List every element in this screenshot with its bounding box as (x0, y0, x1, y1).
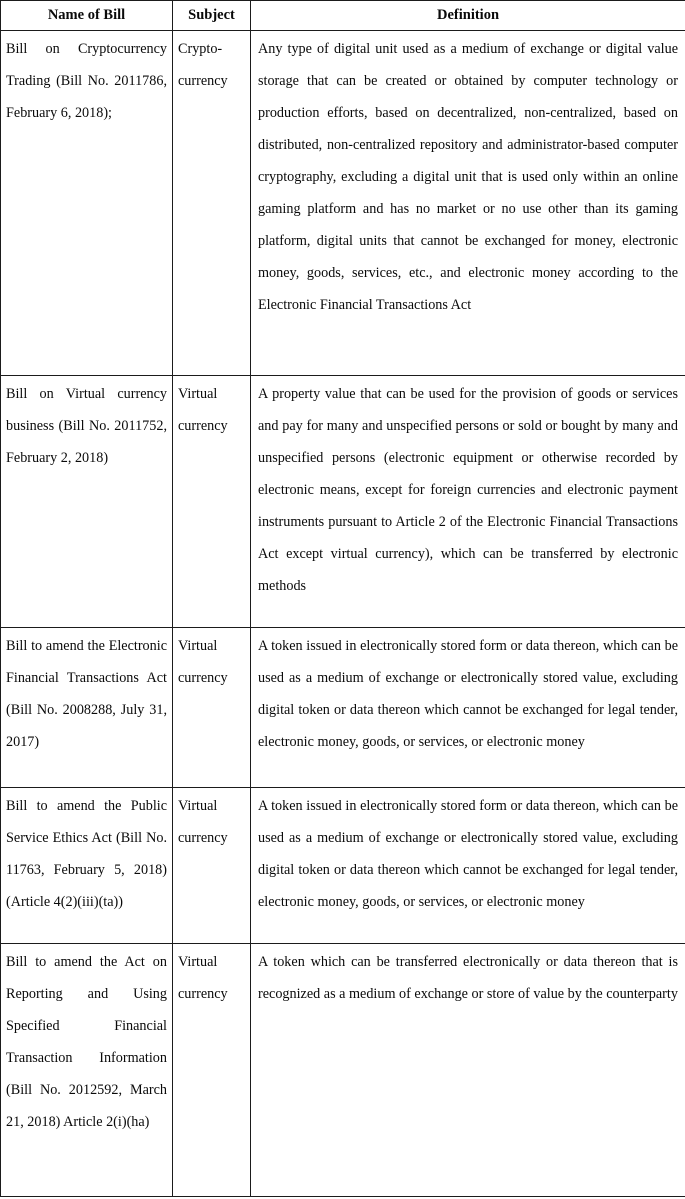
bill-name-text: Bill to amend the Electronic Financial Transactions Act (Bill No. 2008288, July 31, 2017) (6, 638, 167, 750)
column-header-subject: Subject (173, 1, 251, 31)
subject-text: Virtual currency (178, 638, 228, 686)
cell-name-of-bill (1, 31, 173, 376)
table-row (1, 31, 685, 376)
table-header-row (1, 1, 685, 31)
definition-text: A token issued in electronically stored form or data thereon, which can be used as a medium of exchange or electronically stored value, excluding digital token or data thereon which cannot be exchanged for legal tender, electronic money, goods, or services, or electronic money (258, 638, 678, 750)
cell-name-of-bill (1, 788, 173, 944)
subject-text: Virtual currency (178, 386, 228, 434)
table-row (1, 788, 685, 944)
table-row (1, 628, 685, 788)
subject-text: Virtual currency (178, 954, 228, 1002)
cell-subject (173, 788, 251, 944)
bill-name-text: Bill on Cryptocurrency Trading (Bill No. 2011786, February 6, 2018); (6, 41, 167, 121)
cell-definition (251, 31, 685, 376)
table-body (1, 31, 685, 1197)
definition-text: Any type of digital unit used as a medium of exchange or digital value storage that can be created or obtained by computer technology or production efforts, based on decentralized, non-centralized, based on distributed, non-centralized repository and administrator-based computer cryptography, excluding a digital unit that is used only within an online gaming platform and has no market or no use other than its gaming platform, digital units that cannot be exchanged for money, electronic money, goods, services, etc., and electronic money according to the Electronic Financial Transactions Act (258, 41, 678, 313)
cell-subject (173, 31, 251, 376)
cell-definition (251, 944, 685, 1197)
cell-name-of-bill (1, 944, 173, 1197)
bill-name-text: Bill to amend the Act on Reporting and Using Specified Financial Transaction Information (Bill No. 2012592, March 21, 2018) Article 2(i)(ha) (6, 954, 167, 1130)
cell-name-of-bill (1, 628, 173, 788)
subject-text: Virtual currency (178, 798, 228, 846)
subject-text: Crypto-currency (178, 41, 228, 89)
cell-subject (173, 944, 251, 1197)
cell-definition (251, 376, 685, 628)
table-row (1, 376, 685, 628)
column-header-name-of-bill: Name of Bill (1, 1, 173, 31)
bill-name-text: Bill on Virtual currency business (Bill No. 2011752, February 2, 2018) (6, 386, 167, 466)
cell-definition (251, 788, 685, 944)
definition-text: A property value that can be used for the provision of goods or services and pay for many and unspecified persons or sold or bought by many and unspecified persons (electronic equipment or otherwise recorded by electronic means, except for foreign currencies and electronic payment instruments pursuant to Article 2 of the Electronic Financial Transactions Act except virtual currency), which can be transferred by electronic methods (258, 386, 678, 594)
definition-text: A token issued in electronically stored form or data thereon, which can be used as a medium of exchange or electronically stored value, excluding digital token or data thereon which cannot be exchanged for legal tender, electronic money, goods, or services, or electronic money (258, 798, 678, 910)
column-header-definition: Definition (251, 1, 685, 31)
cell-definition (251, 628, 685, 788)
cell-name-of-bill (1, 376, 173, 628)
definition-text: A token which can be transferred electronically or data thereon that is recognized as a medium of exchange or store of value by the counterparty (258, 954, 678, 1002)
cell-subject (173, 628, 251, 788)
table-row (1, 944, 685, 1197)
cell-subject (173, 376, 251, 628)
bill-name-text: Bill to amend the Public Service Ethics Act (Bill No. 11763, February 5, 2018) (Article 4(2)(iii)(ta)) (6, 798, 167, 910)
